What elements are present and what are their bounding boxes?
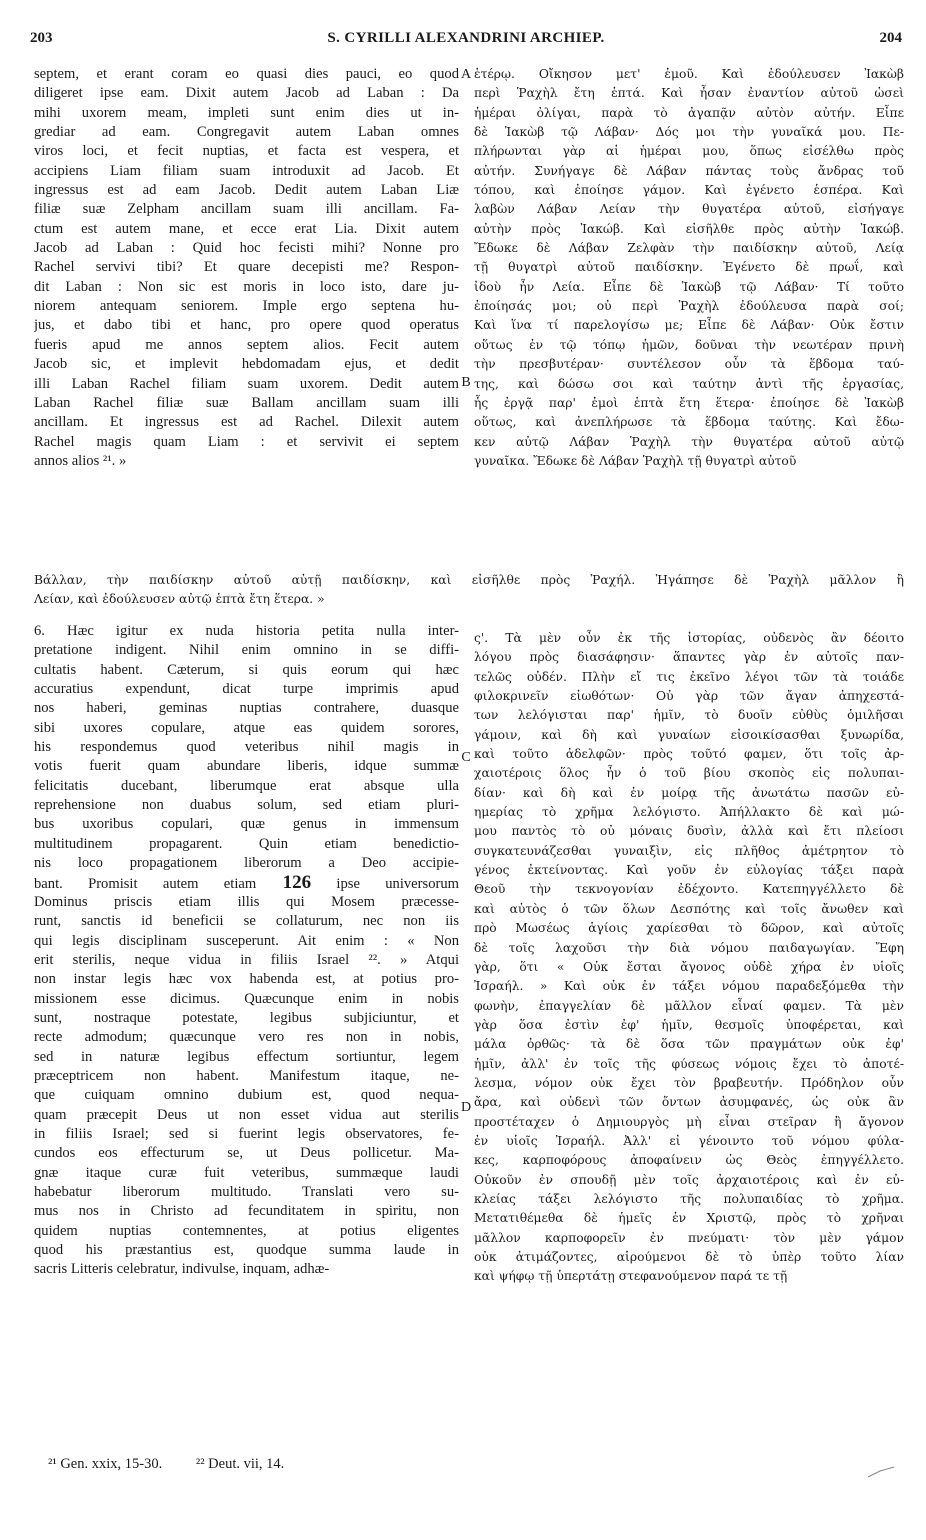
greek-line: τὴν πρεσβυτέραν· συντέλεσον οὖν τὰ ἕβδομα ταύ- [474, 357, 904, 372]
running-header [30, 30, 902, 60]
greek-line: ἡμῖν, ἀλλ' ἐν τοῖς τῆς φύσεως νόμοις ἔχει τὸ ἀποτέ- [474, 1056, 904, 1071]
greek-line: αὐτήν. Συνήγαγε δὲ Λάβαν πάντας τοὺς ἄνδρας τοῦ [474, 163, 904, 178]
greek-line: ημερίας τὸ χρῆμα λελόγιστο. Ἀπήλλακτο δὲ καὶ μώ- [474, 805, 904, 820]
latin-line: nos haberi, geminas nuptias contrahere, duasque [34, 700, 459, 717]
latin-line: illi Laban Rachel filiam suam uxorem. Dedit autem [34, 375, 459, 392]
latin-line: in filiis Israel; sed si fuerint legis observatores, fe- [34, 1125, 459, 1142]
inline-page-number: 126 [256, 873, 312, 893]
greek-line: ἐποίησάς μοι; οὐ περὶ Ῥαχὴλ ἐδούλευσα παρὰ σοί; [474, 299, 904, 314]
greek-line: συγκατευνάζεσθαι γυναιξὶν, εἰς πλῆθος ἀμέτρητον τὸ [474, 843, 904, 858]
latin-line: ancillam. Et ingressus est ad Rachel. Dilexit autem [34, 414, 459, 431]
greek-line: ἧς ἐργᾷ παρ' ἐμοὶ ἑπτὰ ἔτη ἕτερα· ἐποίησε δὲ Ἰακὼβ [474, 395, 904, 410]
latin-line: mihi uxorem meam, impleti sunt enim dies ut in- [34, 104, 459, 121]
greek-line: ἑτέρῳ. Οἴκησον μετ' ἐμοῦ. Καὶ ἐδούλευσεν Ἰακὼβ [474, 67, 904, 81]
greek-line: μᾶλλον καρποφορεῖν ἐν πνεύματι· τὸν μὲν γάμον [474, 1230, 904, 1245]
greek-bridge-line: Βάλλαν, τὴν παιδίσκην αὐτοῦ αὐτῇ παιδίσκην, καὶ εἰσῆλθε πρὸς Ῥαχήλ. Ἠγάπησε δὲ Ῥαχὴλ μᾶλλον ἢ [34, 573, 904, 587]
latin-line: cundos eos effecturum se, ut Deus pollicetur. Ma- [34, 1145, 459, 1162]
latin-line: reprehensione non duabus solum, sed etiam pluri- [34, 797, 459, 814]
latin-line: niorem antequam seniorem. Imple ergo septena hu- [34, 298, 459, 315]
latin-line: quam præcepit Deus ut non esset vidua aut sterilis [34, 1106, 459, 1123]
greek-line: Θεοῦ τὴν τεκνογονίαν ἐδέχοντο. Κατεπηγγέλλετο δὲ [474, 882, 904, 897]
latin-line: Dominus priscis etiam illis qui Mosem præcesse- [34, 893, 459, 910]
latin-line: ingressus est ad eam Jacob. Dedit autem Laban Liæ [34, 182, 459, 199]
greek-line: τόπου, καὶ ἐποίησε γάμον. Καὶ ἐγένετο ἑσπέρα. Καὶ [474, 183, 904, 198]
greek-bridge-line: Λείαν, καὶ ἐδούλευσεν αὐτῷ ἑπτὰ ἔτη ἕτερα. » [34, 592, 325, 607]
greek-line: τῇ θυγατρὶ αὐτοῦ παιδίσκην. Ἐγένετο δὲ πρωΐ, καὶ [474, 260, 904, 275]
latin-line: qui legis disciplinam susceperunt. Ait enim : « Non [34, 932, 459, 949]
latin-line: quidem nuptias contemnentes, at potius eligentes [34, 1222, 459, 1239]
latin-line: cultatis habent. Cæterum, si quis eorum qui hæc [34, 661, 459, 678]
latin-line: mus nos in Christo ad fecunditatem in spiritu, non [34, 1203, 459, 1220]
greek-line: οὐκ ἀτιμάζοντες, αἱρούμενοι δὲ τὸ ὑπὲρ τοῦτο λίαν [474, 1250, 904, 1264]
latin-line: quod his præstantius est, quodque summa laude in [34, 1242, 459, 1258]
latin-line: habebatur liberorum multitudo. Translati vero su- [34, 1183, 459, 1200]
page-number-right: 204 [879, 30, 902, 46]
latin-line: Rachel magis quam Liam : et servivit ei septem [34, 433, 459, 450]
greek-line: γὰρ ὅσα ἐστὶν ἐφ' ἡμῖν, θεσμοῖς ὑποφέρεται, καὶ [474, 1017, 904, 1032]
greek-line: γυναῖκα. Ἔδωκε δὲ Λάβαν Ῥαχὴλ τῇ θυγατρὶ αὐτοῦ [474, 453, 797, 468]
greek-line: γάμοιν, καὶ δὴ καὶ γυναίων εἰσοικίσασθαι ξυνωρίδα, [474, 727, 904, 742]
greek-line: δὲ Ἰακὼβ τῷ Λάβαν· Δός μοι τὴν γυναῖκά μου. Πε- [474, 125, 904, 140]
greek-line: ἄρα, καὶ οὐδενὶ τῶν ὄντων ἀσυμφανές, ὡς οὐκ ἂν [474, 1095, 904, 1110]
footnote-22: ²² Deut. vii, 14. [195, 1456, 285, 1472]
margin-letter-b: B [461, 375, 471, 390]
greek-line: ἰδοὺ ἦν Λεία. Εἶπε δὲ Ἰακὼβ τῷ Λάβαν· Τί τοῦτο [474, 279, 904, 294]
greek-line: οὕτως, καὶ ἀνεπλήρωσε τὰ ἕβδομα ταύτης. Καὶ ἔδω- [474, 415, 904, 430]
greek-line: δίαν· καὶ δὴ καὶ ἐν μοίρᾳ τῆς ἀνωτάτω πασῶν εὐ- [474, 785, 904, 800]
greek-line: καὶ ψήφῳ τῇ ὑπερτάτῃ στεφανούμενον παρά τε τῇ [474, 1269, 788, 1284]
latin-line: bus uxoribus copulari, quæ genus in immensum [34, 816, 459, 833]
greek-line: των λελόγισται παρ' ἡμῖν, τὸ δυοῖν εὐθὺς ὁμιλῆσαι [474, 708, 904, 723]
latin-line: non instar legis hæc vox habenda est, at potius pro- [34, 971, 459, 988]
greek-line: Καὶ ἵνα τί παρελογίσω με; Εἶπε δὲ Λάβαν· Οὐκ ἔστιν [474, 318, 904, 333]
greek-line: Μετατιθέμεθα δὲ ἡμεῖς ἐν Χριστῷ, πρὸς τὸ χρῆναι [474, 1211, 904, 1226]
greek-line: κεν αὐτῷ Λάβαν Ῥαχὴλ τὴν θυγατέρα αὐτοῦ αὐτῷ [474, 434, 904, 449]
latin-line: accipiens Liam filiam suam introduxit ad Jacob. Et [34, 162, 459, 179]
greek-line: της, καὶ δώσω σοι καὶ ταύτην ἀντὶ τῆς ἐργασίας, [474, 376, 904, 391]
greek-line: λόγου πρὸς διασάφησιν· ἅπαντες γὰρ ἐν αὐτοῖς παν- [474, 650, 904, 665]
greek-line: χαιοτέροις ὅλος ἦν ὁ τοῦ βίου σκοπὸς εἰς πολυπαι- [474, 766, 904, 781]
greek-column-bottom [474, 629, 904, 1287]
latin-line: filiæ suæ Zelpham ancillam suam illi ancillam. Fa- [34, 201, 459, 218]
greek-line: δὲ τοῖς λαχοῦσι τὴν διὰ νόμου παιδαγωγίαν. Ἔφη [474, 940, 904, 955]
latin-line: sacris Litteris celebratur, indivulse, inquam, adhæ- [34, 1261, 330, 1278]
latin-line: fueris apud me annos septem alios. Fecit autem [34, 336, 459, 353]
greek-column-top [474, 65, 904, 471]
greek-line: Ἰσραήλ. » Καὶ οὐκ ἐν τάξει νόμου παραδεξόμεθα τὴν [474, 979, 904, 994]
margin-letter-a: A [460, 67, 472, 82]
latin-line: multitudinem propagarent. Quin etiam benedictio- [34, 835, 459, 852]
greek-line: κλείας τάξει λελόγιστο τῆς πολυπαιδίας τὸ χρῆμα. [474, 1191, 904, 1206]
greek-line: πλήρωνται γὰρ αἱ ἡμέραι μου, ὅπως εἰσέλθω πρὸς [474, 144, 904, 159]
latin-line: grediar ad eam. Congregavit autem Laban omnes [34, 124, 459, 141]
latin-line-continuation: ipse universorum [311, 876, 459, 893]
latin-line: accuratius expendunt, dicat turpe imprimis apud [34, 681, 459, 698]
latin-line: nis loco propagationem liberorum a Deo accipie- [34, 855, 459, 872]
latin-line: missionem esse dicimus. Quæcunque enim in nobis [34, 990, 459, 1007]
greek-line: Ἔδωκε δὲ Λάβαν Ζελφὰν τὴν παιδίσκην αὐτοῦ, Λείᾳ [474, 241, 904, 256]
latin-line: præceptricem non habent. Manifestum itaque, ne- [34, 1067, 459, 1084]
greek-line: προστέταχεν ὁ Δημιουργὸς μὴ εἶναι στεῖραν ἢ ἄγονον [474, 1114, 904, 1129]
latin-line: jus, et dabo tibi et hanc, pro opere quod operatus [34, 317, 459, 334]
greek-line: ς'. Τὰ μὲν οὖν ἐκ τῆς ἱστορίας, οὐδενὸς ἂν δέοιτο [474, 631, 904, 645]
latin-line: erit sterilis, neque vidua in filiis Israel ²². » Atqui [34, 951, 459, 968]
greek-line: τελῶς οὐδέν. Πλὴν εἴ τις ἐκεῖνο λέγοι τῶν τὰ τοιάδε [474, 669, 904, 684]
greek-line: μάλα ὀρθῶς· τὰ δὲ ὅσα τῶν πραγμάτων οὐκ ἐφ' [474, 1037, 904, 1052]
latin-line: sed in naturæ legibus effectum sortiuntur, legem [34, 1048, 459, 1065]
greek-line: λαβὼν Λάβαν Λείαν τὴν θυγατέρα αὐτοῦ, εἰσήγαγε [474, 202, 904, 217]
page-number-left: 203 [30, 30, 53, 46]
greek-line: περὶ Ῥαχὴλ ἔτη ἑπτά. Καὶ ἦσαν ἐναντίον αὐτοῦ ὡσεὶ [474, 86, 904, 101]
greek-line: οὕτως ἐν τῷ τόπῳ ἡμῶν, δοῦναι τὴν νεωτέραν πρινὴ [474, 337, 904, 352]
latin-line: felicitatis ducebant, liberumque erat absque ulla [34, 777, 459, 794]
latin-column-top [34, 65, 459, 471]
greek-line: καὶ αὐτὸς ὁ τῶν ὅλων Δεσπότης καὶ τοῖς ἄνωθεν καὶ [474, 901, 904, 916]
latin-line: viros loci, et fecit nuptias, et facta est vespera, et [34, 143, 459, 160]
greek-line: φιλοκρινεῖν εἰωθότων· Οὐ γὰρ τῶν ἄγαν ἀπηχεστά- [474, 689, 904, 704]
latin-line: Laban Rachel filiæ suæ Ballam ancillam suam illi [34, 394, 459, 411]
latin-line: runt, sanctis id beneficii se collaturum, nec non iis [34, 913, 459, 930]
latin-line: gnæ itaque curæ fuit veteribus, summæque laudi [34, 1164, 459, 1181]
footnote-21: ²¹ Gen. xxix, 15-30. [48, 1456, 163, 1472]
margin-letter-c: C [461, 750, 471, 765]
greek-line: φωνὴν, ἐπαγγελίαν δὲ μᾶλλον εἶναί φαμεν. Τὰ μὲν [474, 998, 904, 1013]
greek-bridge-lines [34, 571, 904, 610]
latin-line: ctum est autem mane, et ecce erat Lia. Dixit autem [34, 220, 459, 237]
latin-line: dit Laban : Non sic est moris in loco isto, dare ju- [34, 278, 459, 295]
greek-line: γένος ἐκτείνοντας. Καὶ γοῦν ἐν εὐλογίας τάξει παρὰ [474, 863, 904, 878]
greek-line: ἐν υἱοῖς Ἰσραήλ. Ἀλλ' εἰ γένοιντο τοῦ νόμου φύλα- [474, 1133, 904, 1148]
running-title: S. CYRILLI ALEXANDRINI ARCHIEP. [327, 30, 605, 46]
greek-line: καὶ τοῦτο ἀδελφῶν· πρὸς τοῦτό φαμεν, ὅτι τοῖς ἀρ- [474, 747, 904, 762]
latin-column-bottom [34, 622, 459, 1280]
greek-line: μου παντὸς τὸ οὐ μόναις δυσὶν, ἀλλὰ καὶ ἔτι πλείοσι [474, 824, 904, 839]
stray-mark [866, 1465, 896, 1479]
latin-line: que cuiquam omnino dubium est, quod nequa- [34, 1087, 459, 1104]
greek-line: αὐτὴν πρὸς Ἰακώβ. Καὶ εἰσῆλθε πρὸς αὐτὴν Ἰακώβ. [474, 221, 904, 236]
margin-letter-d: D [460, 1100, 472, 1115]
latin-line: annos alios ²¹. » [34, 452, 127, 469]
greek-line: γὰρ, ὅτι « Οὐκ ἔσται ἄγονος οὐδὲ χήρα ἐν υἱοῖς [474, 959, 904, 974]
latin-line: Rachel servivi tibi? Et quare decepisti me? Respon- [34, 259, 459, 276]
latin-line: septem, et erant coram eo quasi dies pauci, eo quod [34, 66, 459, 82]
latin-line: bant. Promisit autem etiam 126 ipse universorum [34, 873, 459, 893]
latin-line: his respondemus quod veteribus nihil magis in [34, 739, 459, 756]
latin-line: sibi uxores copulare, atque eas quidem sorores, [34, 719, 459, 736]
greek-line: πρὸ Μωσέως ἁγίοις χαρίεσθαι τὸ δῶρον, καὶ αὐτοῖς [474, 921, 904, 936]
greek-line: κες, καρποφόρους ἀποφαίνειν ὡς Θεὸς ἐπηγγέλλετο. [474, 1153, 904, 1168]
latin-line: votis fuerit quam abundare liberis, idque summæ [34, 758, 459, 775]
latin-line: sunt, nostraque potestate, legibus subjiciuntur, et [34, 1009, 459, 1026]
latin-line: 6. Hæc igitur ex nuda historia petita nulla inter- [34, 623, 459, 639]
latin-line: Jacob ad Laban : Quid hoc fecisti mihi? Nonne pro [34, 240, 459, 257]
greek-line: ἡμέραι ὀλίγαι, παρὰ τὸ ἀγαπᾷν αὐτὸν αὐτήν. Εἶπε [474, 105, 904, 120]
latin-line: diligeret ipse eam. Dixit autem Jacob ad Laban : Da [34, 85, 459, 102]
latin-line: pretatione indigent. Nihil enim omnino in se diffi- [34, 642, 459, 659]
greek-line: Οὐκοῦν ἐν σπουδῇ μὲν τοῖς ἀρχαιοτέροις καὶ ἐν εὐ- [474, 1172, 904, 1187]
footnotes [48, 1456, 548, 1473]
latin-line: Jacob sic, et implevit hebdomadam ejus, et dedit [34, 356, 459, 373]
latin-line: recte admodum; quæcunque vero res non in nobis, [34, 1029, 459, 1046]
greek-line: λεσμα, νόμον οὐκ ἔχει τὸν βραβευτήν. Πρόδηλον οὖν [474, 1075, 904, 1090]
